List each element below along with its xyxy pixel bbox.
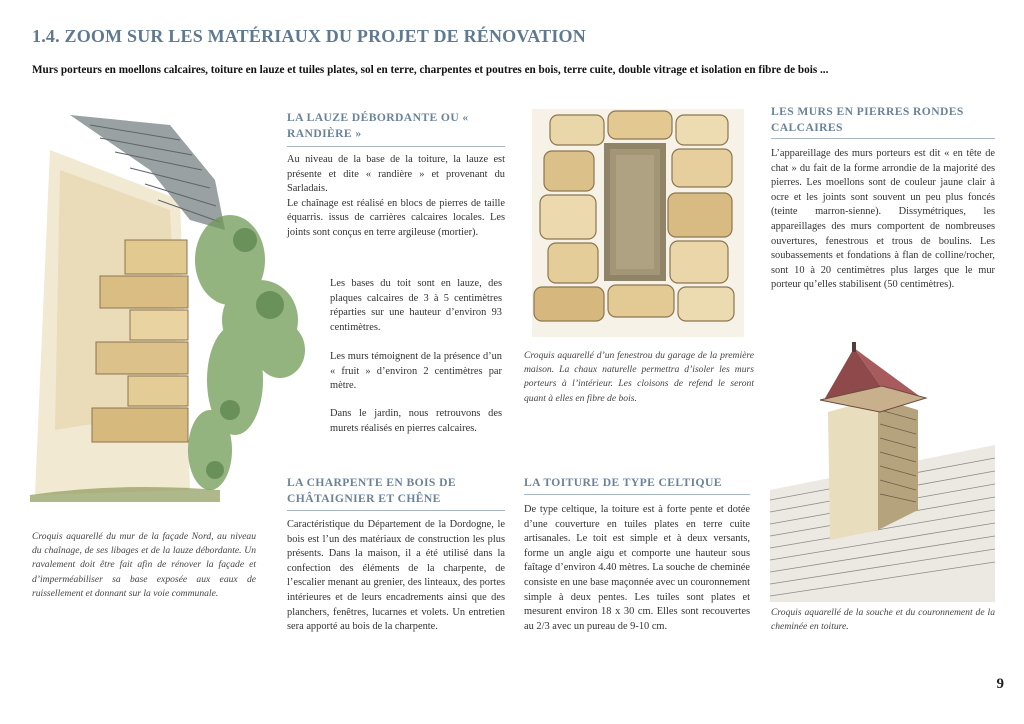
toiture-section-title: LA TOITURE DE TYPE CELTIQUE	[524, 476, 722, 489]
lauze-paragraph-3: Les murs témoignent de la présence d’un « fruit » d’environ 2 centimètres par mètre.	[330, 351, 502, 392]
chimney-sketch	[770, 340, 995, 602]
murs-section-rule	[771, 138, 995, 139]
toiture-body: De type celtique, la toiture est à forte pente et dotée d’une couverture en tuiles plates en terre cuite artisanales. Le toit est simple et à deux versants, forme un angle aigu et comporte une hauteur sous faîtage d’environ 4.40 mètres. La souche de cheminée consiste en une base maçonnée avec un couronnement simple à deux pentes. Les tuiles sont plates et mesurent environ 18 x 30 cm. Elles sont recouvertes au 2/3 avec un pureau de 9-10 cm.	[524, 504, 750, 632]
page-subtitle: Murs porteurs en moellons calcaires, toiture en lauze et tuiles plates, sol en terre, charpentes et poutres en bois, terre cuite, double vitrage et isolation en fibre de bois ...	[32, 64, 829, 76]
lauze-paragraph-2: Les bases du toit sont en lauze, des plaques calcaires de 3 à 5 centimètres réparties sur une hauteur d’environ 93 centimètres.	[330, 278, 502, 333]
lauze-paragraph-4: Dans le jardin, nous retrouvons des murets réalisés en pierres calcaires.	[330, 408, 502, 434]
charpente-section-title: LA CHARPENTE EN BOIS DE CHÂTAIGNIER ET CHÊNE	[287, 476, 456, 505]
page-title: 1.4. ZOOM SUR LES MATÉRIAUX DU PROJET DE RÉNOVATION	[32, 26, 586, 46]
murs-section-title: LES MURS EN PIERRES RONDES CALCAIRES	[771, 105, 964, 134]
charpente-body: Caractéristique du Département de la Dordogne, le bois est l’un des matériaux de construction les plus présents. Dans la maison, il a été utilisé dans la confection des éléments de la charpente, de l’escalier menant au grenier, des linteaux, des portes intérieures et de leurs encadrements ainsi que des planchers, fenêtres, lucarnes et volets. Un entretien sera apporté au bois de la charpente.	[287, 519, 505, 633]
lauze-section-rule	[287, 146, 505, 147]
wall-sketch	[30, 110, 310, 502]
toiture-section-rule	[524, 494, 750, 495]
charpente-section-rule	[287, 510, 505, 511]
lauze-section-title: LA LAUZE DÉBORDANTE OU « RANDIÈRE »	[287, 111, 469, 140]
murs-body: L’appareillage des murs porteurs est dit « en tête de chat » du fait de la forme arrondie de la majorité des pierres. Les moellons sont de couleur jaune clair à ocre et les joints sont souvent un peu plus foncés (teinte marron-sienne). Dissymétriques, les appareillages des murs comportent de nombreuses ouvertures, fenestrous et trous de boulins. Les soubassements et fondations à flan de colline/rocher, sont 10 à 20 centimètres plus larges que le mur porteur qu’elles stabilisent (50 centimètres).	[771, 148, 995, 291]
window-sketch	[522, 97, 754, 347]
lauze-paragraph-1: Au niveau de la base de la toiture, la lauze est présente et dite « randière » et provenant du Sarladais. Le chaînage est réalisé en blocs de pierres de taille équarris. issus de carrières calcaires locales. Les joints sont conçus en terre argileuse (mortier).	[287, 154, 505, 238]
page-number: 9	[996, 676, 1004, 692]
wall-sketch-caption: Croquis aquarellé du mur de la façade Nord, au niveau du chaînage, de ses libages et de la lauze débordante. Un ravalement doit être fait afin de rénover la façade et d’imperméabiliser sa base exposée aux eaux de ruissellement et donnant sur la voie communale.	[32, 531, 256, 599]
window-sketch-caption: Croquis aquarellé d’un fenestrou du garage de la première maison. La chaux naturelle permettra d’isoler les murs porteurs à l’intérieur. Les cloisons de refend le seront quant à elles en fibre de bois.	[524, 350, 754, 404]
chimney-sketch-caption: Croquis aquarellé de la souche et du couronnement de la cheminée en toiture.	[771, 607, 995, 633]
